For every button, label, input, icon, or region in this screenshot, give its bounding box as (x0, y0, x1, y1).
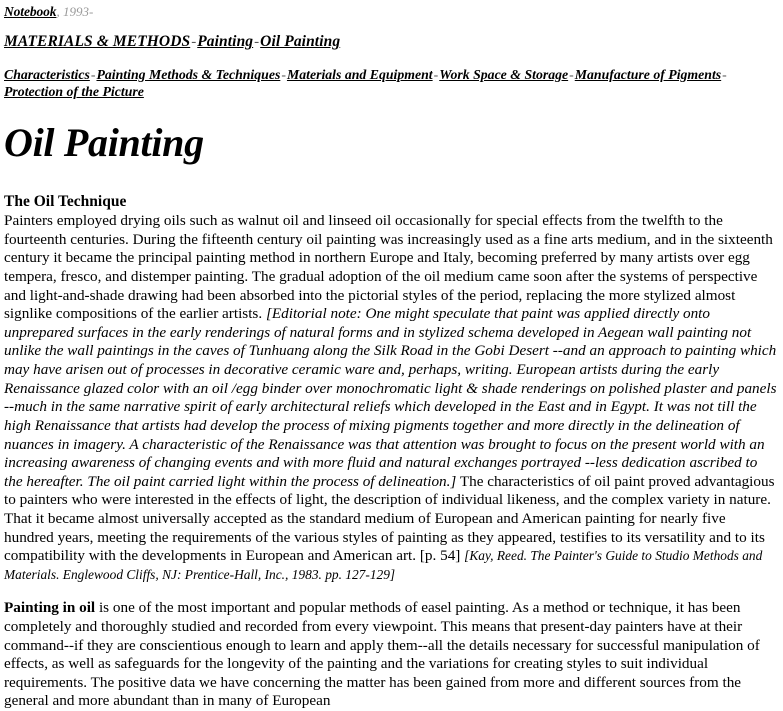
subnav-separator: - (90, 67, 96, 83)
page-title: Oil Painting (4, 119, 204, 165)
breadcrumb-secondary (4, 66, 777, 100)
subnav-item-materials-and-equipment[interactable]: Materials and Equipment (286, 67, 433, 83)
breadcrumb-item-oil-painting[interactable]: Oil Painting (260, 33, 341, 51)
paragraph-part-2: The characteristics of oil paint proved advantagious to painters who were interested in the effects of light, the description of individual likeness, and the complex variety in nature. That it became almost universally accepted as the standard medium of European and American painting for nearly five hundred years, meeting the requirements of the various styles of painting as they appeared, testifies to its versatility and to its compatibility with the developments in European and American art. [p. 54] (4, 472, 775, 565)
subnav-separator: - (722, 67, 727, 83)
subnav-item-characteristics[interactable]: Characteristics (4, 67, 90, 83)
breadcrumb-item-painting[interactable]: Painting (197, 33, 254, 51)
subnav-item-manufacture-of-pigments[interactable]: Manufacture of Pigments (574, 67, 722, 83)
section-heading-oil-technique: The Oil Technique (4, 192, 127, 210)
paragraph-part-1: Painters employed drying oils such as walnut oil and linseed oil occasionally for special effects from the twelfth to the fourteenth centuries. During the fifteenth century oil painting was increasingly used as a fine arts medium, and in the sixteenth century it became the principal painting method in northern Europe and Italy, becoming preferred by many artists over egg tempera, fresco, and distemper painting. The gradual adoption of the oil medium came soon after the systems of perspective and light-and-shade drawing had been absorbed into the pictorial styles of the period, replacing the more stylized almost signlike compositions of the earlier artists. (4, 212, 773, 323)
subnav-separator: - (281, 67, 286, 83)
paragraph-oil-technique (4, 212, 777, 584)
notebook-header (4, 4, 777, 20)
editorial-note: [Editorial note: One might speculate that paint was applied directly onto unprepared surfaces in the early renderings of natural forms and in stylized schema developed in Aegean wall painting not unlike the wall paintings in the caves of Tunhuang along the Silk Road in the Gobi Desert --and an approach to painting which may have arisen out of processes in decorative ceramic ware and, perhaps, writing. European artists during the early Renaissance glazed color with an oil /egg binder over monochromatic light & shade renderings on polished plaster and panels --much in the same narrative spirit of early architectural reliefs which developed in the East and in Egypt. It was not till the high Renaissance that artists had develop the process of mixing pigments together and more directly in the delineation of nuances in imagery. A characteristic of the Renaissance was that attention was brought to focus on the present world with an increasing awareness of changing events and with more fluid and natural exchanges portrayed --less dedication ascribed to the hereafter. The oil paint carried light within the process of delineation.] (4, 305, 777, 490)
notebook-link[interactable]: Notebook (4, 4, 57, 19)
breadcrumb-item-materials-methods[interactable]: MATERIALS & METHODS (4, 33, 191, 51)
subnav-item-painting-methods-techniques[interactable]: Painting Methods & Techniques (96, 67, 281, 83)
subnav-separator: - (569, 67, 574, 83)
subnav-separator: - (433, 67, 439, 83)
breadcrumb-primary (4, 33, 777, 52)
paragraph-lead-bold: Painting in oil (4, 599, 96, 617)
subnav-item-work-space-storage[interactable]: Work Space & Storage (439, 67, 569, 83)
paragraph-closing-text: is one of the most important and popular methods of easel painting. As a method or technique, it has been completely and thoroughly studied and recorded from every viewpoint. This means that present-day painters have at their command--if they are conscientious enough to learn and apply them--all the details necessary for successful manipulation of effects, as well as safeguards for the longevity of the painting and the variations for creating styles to suit individual requirements. The positive data we have concerning the matter has been gained from more and different sources from the general and more abundant than in many of European (4, 599, 760, 710)
subnav-item-protection-of-the-picture[interactable]: Protection of the Picture (4, 84, 144, 100)
breadcrumb-separator: - (254, 34, 260, 51)
breadcrumb-separator: - (191, 34, 197, 51)
paragraph-painting-in-oil (4, 599, 777, 711)
notebook-date: , 1993- (56, 4, 94, 19)
citation-reference: [Kay, Reed. The Painter's Guide to Studio Methods and Materials. Englewood Cliffs, NJ: Prentice-Hall, Inc., 1983. pp. 127-129] (4, 548, 763, 582)
